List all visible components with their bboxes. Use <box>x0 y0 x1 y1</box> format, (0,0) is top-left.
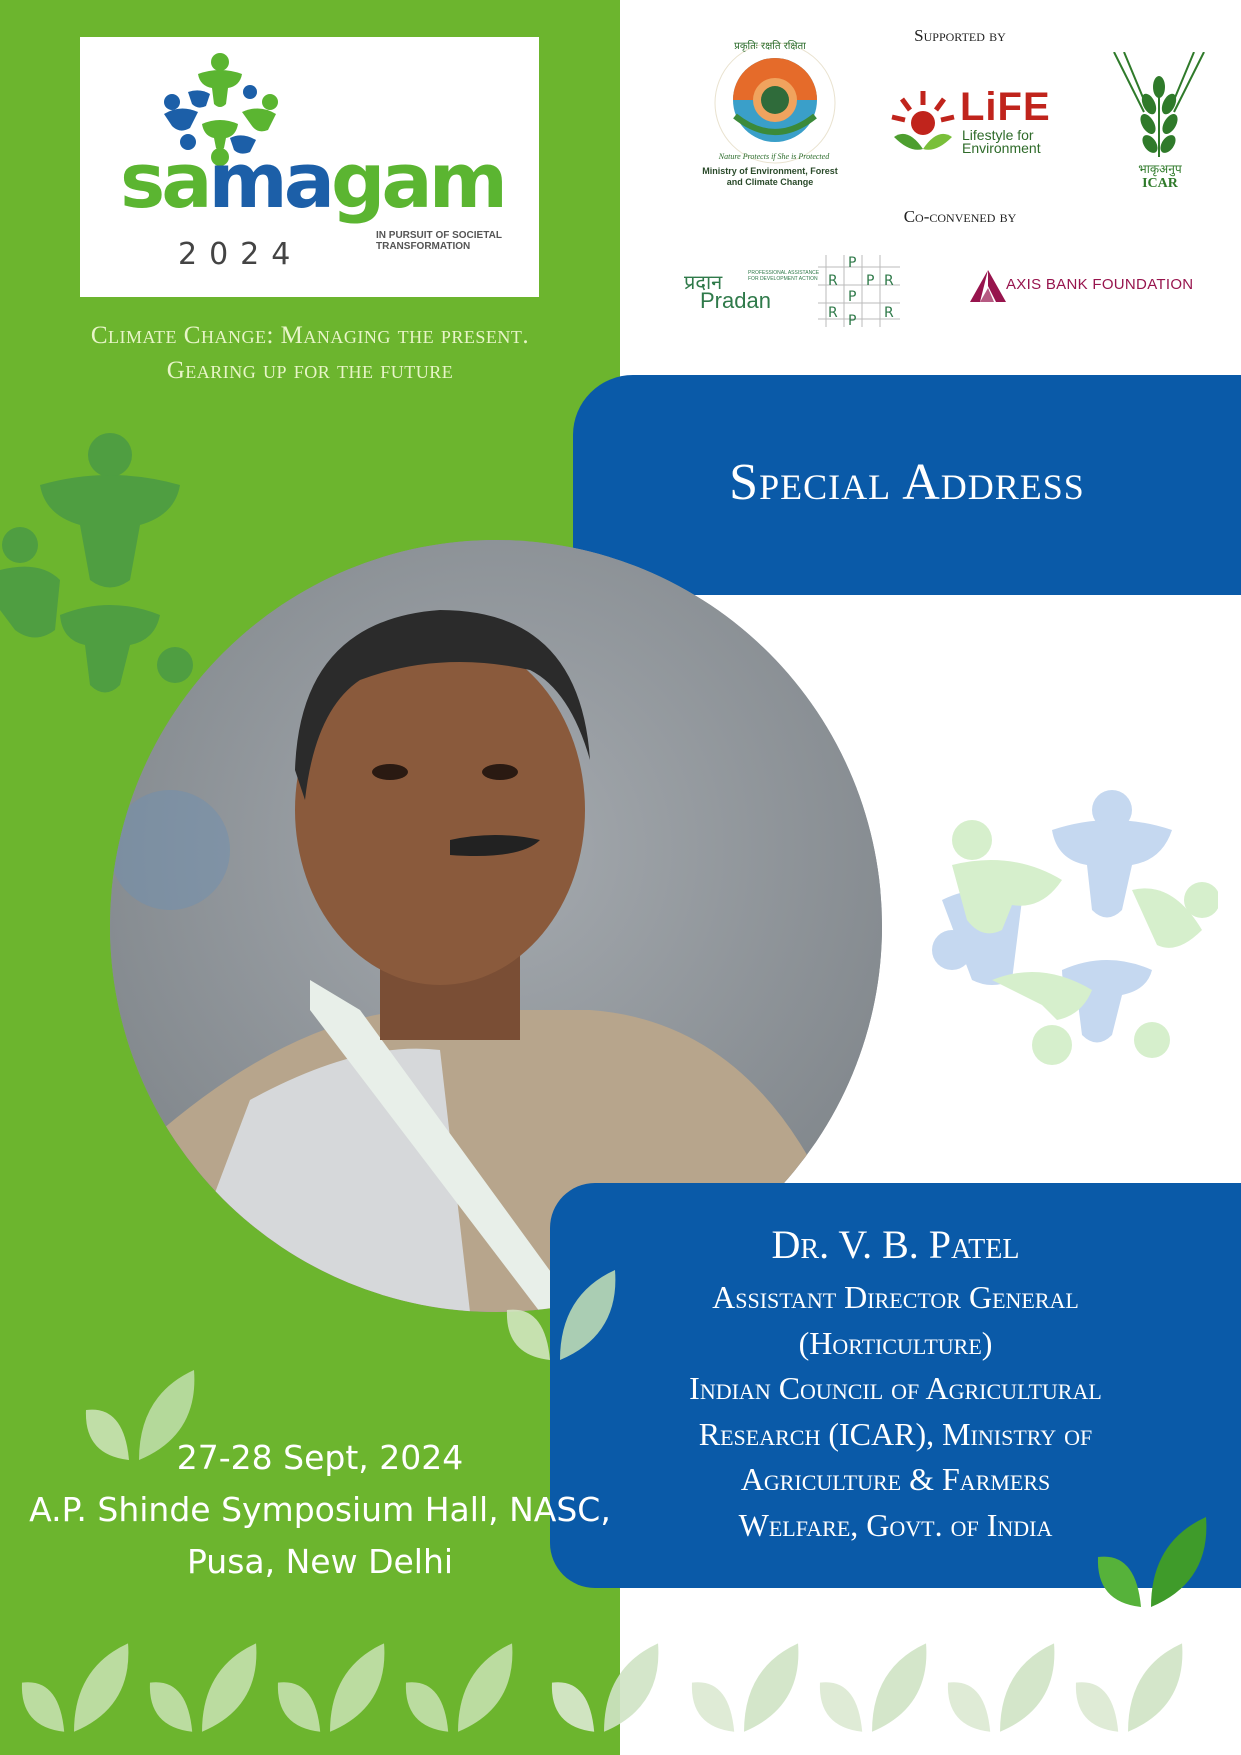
speaker-name: Dr. V. B. Patel <box>771 1222 1020 1267</box>
speaker-role-line: Indian Council of Agricultural <box>689 1370 1102 1406</box>
life-logo <box>888 85 1058 165</box>
speaker-role <box>570 1275 1221 1548</box>
svg-text:R: R <box>828 273 838 289</box>
event-date: 27-28 Sept, 2024 <box>176 1438 464 1477</box>
axis-icon <box>970 270 1006 302</box>
life-sun-icon <box>888 87 958 157</box>
speaker-role-line: (Horticulture) <box>798 1324 993 1361</box>
people-motif-right <box>932 790 1218 1070</box>
session-title: Special Address <box>729 454 1085 511</box>
moefcc-arc-text: प्रकृतिः रक्षति रक्षिता <box>734 41 806 52</box>
axis-bank-foundation-logo <box>970 268 1220 304</box>
supported-by-label: Supported by <box>914 26 1006 45</box>
leaf-icon <box>690 1635 800 1745</box>
moefcc-motto: Nature Protects if She is Protected <box>718 152 830 161</box>
icar-logo <box>1100 52 1220 197</box>
leaf-icon <box>404 1635 514 1745</box>
pradan-tagline: PROFESSIONAL ASSISTANCE FOR DEVELOPMENT ACTION <box>748 270 820 282</box>
people-motif-left <box>0 430 220 710</box>
session-title-box <box>573 375 1241 595</box>
speaker-role-line: Assistant Director General <box>712 1279 1079 1315</box>
life-caption: Lifestyle for Environment <box>962 127 1041 156</box>
svg-text:P: P <box>848 289 857 305</box>
speaker-role-line: Agriculture & Farmers <box>740 1461 1051 1497</box>
leaf-row <box>0 1630 1241 1755</box>
event-venue: A.P. Shinde Symposium Hall, NASC, <box>29 1490 611 1529</box>
svg-text:R: R <box>884 305 894 321</box>
event-city: Pusa, New Delhi <box>186 1542 454 1581</box>
tagline: Climate Change: Managing the present. Gearing up for the future <box>90 322 530 384</box>
samagam-logo-box <box>80 37 539 297</box>
svg-text:P: P <box>848 313 857 327</box>
leaf-icon <box>550 1635 660 1745</box>
svg-text:P: P <box>866 273 875 289</box>
pradan-hindi: प्रदान <box>684 270 723 294</box>
pradan-grid-icon <box>818 255 900 327</box>
leaf-icon <box>1096 1512 1208 1617</box>
coconvened-by-label: Co-convened by <box>903 207 1017 226</box>
svg-text:R: R <box>884 273 894 289</box>
speaker-role-line: Research (ICAR), Ministry of <box>698 1415 1093 1452</box>
samagam-subtitle: IN PURSUIT OF SOCIETAL TRANSFORMATION <box>376 230 502 252</box>
moefcc-logo <box>690 38 850 198</box>
life-wordmark: LiFE <box>960 85 1051 129</box>
icar-wheat-icon <box>1104 52 1214 167</box>
leaf-icon <box>818 1635 928 1745</box>
moefcc-caption: Ministry of Environment, Forest and Climate Change <box>702 166 838 187</box>
leaf-icon <box>276 1635 386 1745</box>
icar-hindi: भाकृअनुप <box>1138 162 1182 176</box>
leaf-icon <box>148 1635 258 1745</box>
speaker-role-line: Welfare, Govt. of India <box>738 1506 1053 1543</box>
axis-name: AXIS BANK FOUNDATION <box>1006 276 1194 293</box>
icar-name: ICAR <box>1142 176 1178 191</box>
samagam-year: 2024 <box>178 237 303 272</box>
svg-text:R: R <box>828 305 838 321</box>
leaf-icon <box>1074 1635 1184 1745</box>
svg-text:P: P <box>848 255 857 271</box>
leaf-icon <box>505 1265 617 1370</box>
samagam-wordmark: samagam <box>120 136 504 225</box>
leaf-icon <box>946 1635 1056 1745</box>
leaf-icon <box>20 1635 130 1745</box>
pradan-name: Pradan <box>700 288 771 313</box>
